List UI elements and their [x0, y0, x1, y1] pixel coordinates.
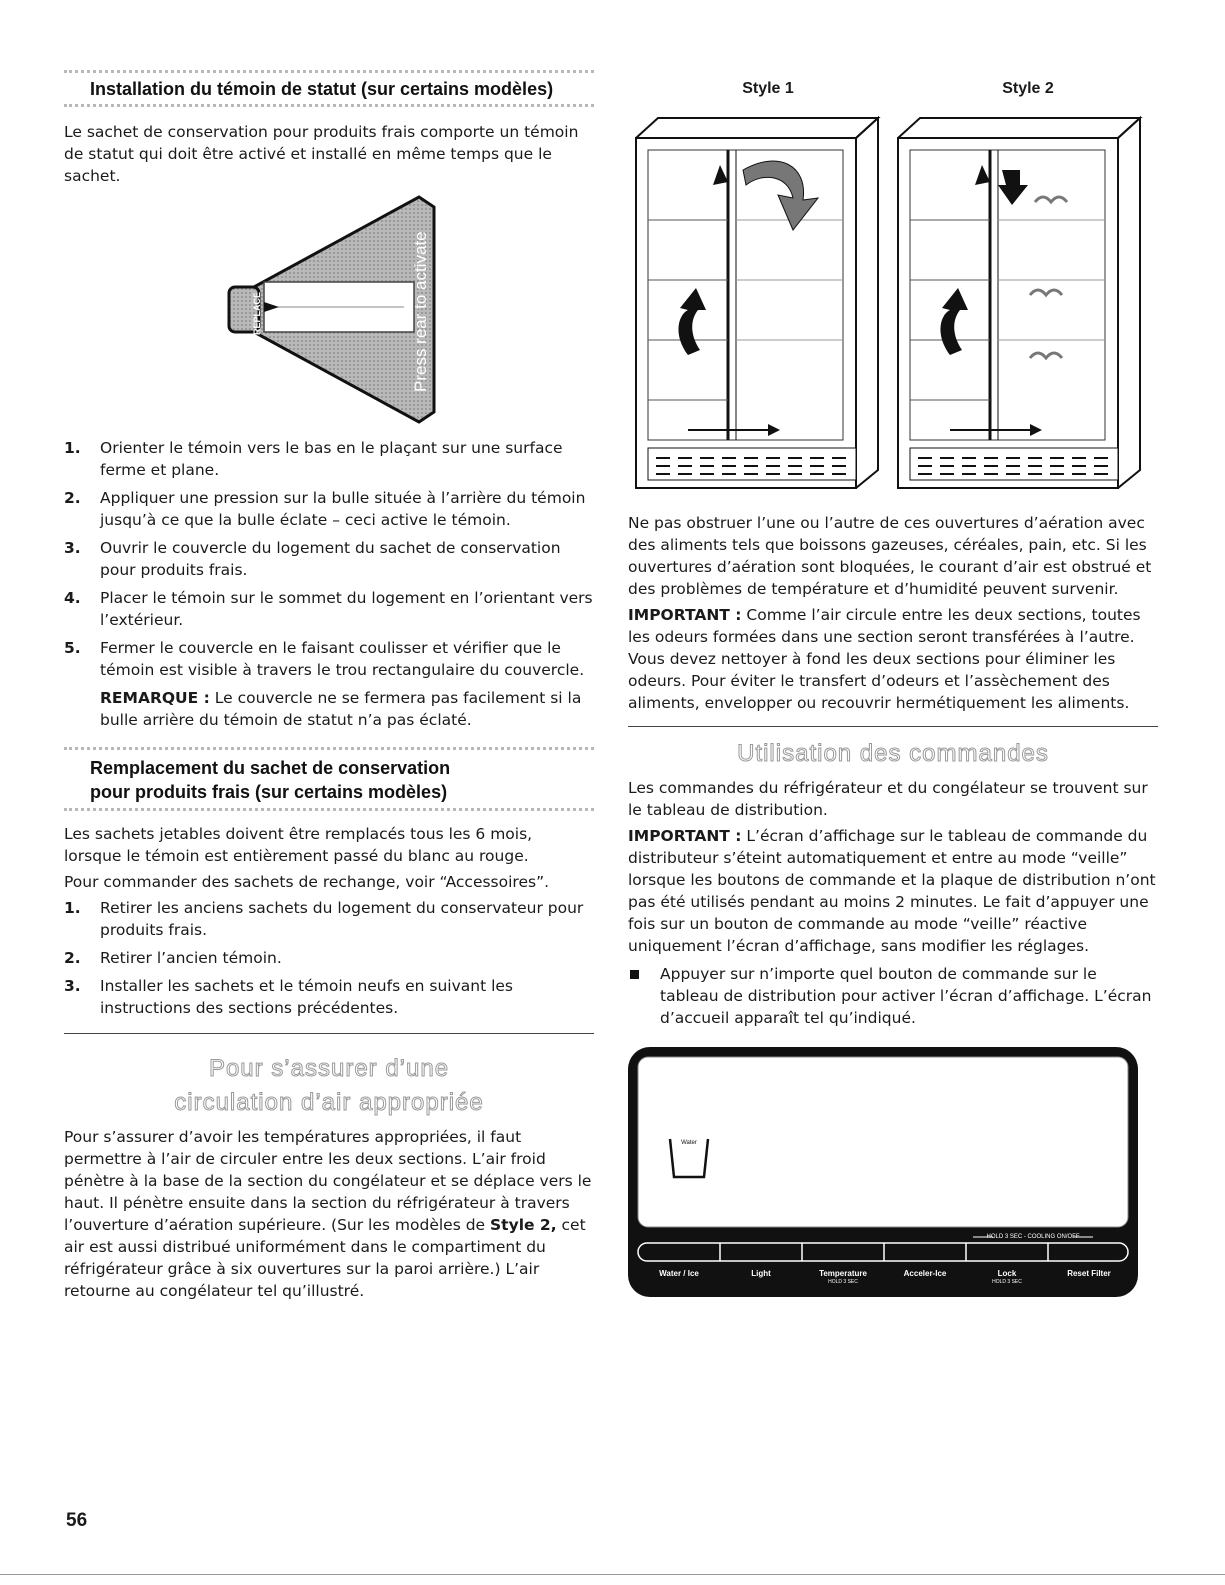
style-2-label: Style 2: [1002, 80, 1054, 97]
reset-filter-button[interactable]: Reset Filter: [1067, 1269, 1111, 1278]
page-number: 56: [66, 1510, 88, 1531]
water-ice-button[interactable]: Water / Ice: [659, 1269, 699, 1278]
activation-steps-list: [64, 437, 594, 681]
important-odors-paragraph: IMPORTANT : Comme l’air circule entre les deux sections, toutes les odeurs formées dans une section seront transférées à l’autre. Vous devez nettoyer à fond les deux sections pour éliminer les odeurs. Pour éviter le transfert d’odeurs et l’assèchement des aliments, envelopper ou recouvrir hermétiquement les aliments.: [628, 606, 1141, 712]
indicator-number-2: 2: [347, 317, 356, 334]
page-bottom-rule: [0, 1574, 1225, 1575]
note-paragraph: REMARQUE : Le couvercle ne se fermera pas facilement si la bulle arrière du témoin de statut n’a pas éclaté.: [100, 689, 582, 729]
list-item: 1. Orienter le témoin vers le bas en le plaçant sur une surface ferme et plane.: [64, 439, 563, 479]
fridge-style-1: [636, 118, 878, 488]
status-indicator-intro: Le sachet de conservation pour produits frais comporte un témoin de statut qui doit être activé et installé en même temps que le sachet.: [64, 123, 579, 185]
acceler-ice-button[interactable]: Acceler-Ice: [903, 1269, 947, 1278]
section-heading-airflow: Pour s’assurer d’une circulation d’air appropriée: [174, 1055, 484, 1116]
temperature-hold-label: HOLD 3 SEC: [828, 1279, 858, 1285]
section-heading-controls: Utilisation des commandes: [737, 740, 1049, 767]
light-button[interactable]: Light: [751, 1269, 771, 1278]
replacement-paragraph-2: Pour commander des sachets de rechange, voir “Accessoires”.: [64, 873, 550, 891]
water-label: Water: [681, 1140, 697, 1146]
replacement-paragraph-1: Les sachets jetables doivent être remplacés tous les 6 mois, lorsque le témoin est entièrement passé du blanc au rouge.: [64, 825, 533, 865]
list-item: 1. Retirer les anciens sachets du logement du conservateur pour produits frais.: [64, 899, 584, 939]
lock-hold-label: HOLD 3 SEC: [992, 1279, 1022, 1285]
airflow-diagrams: [628, 110, 1158, 500]
hold-cooling-label: HOLD 3 SEC - COOLING ON/OFF: [986, 1234, 1080, 1240]
divider: [64, 1033, 594, 1034]
dispenser-control-panel: [628, 1047, 1138, 1297]
style-labels: [628, 80, 1158, 98]
section-heading-replacement: Remplacement du sachet de conservation pour produits frais (sur certains modèles): [64, 747, 594, 811]
style-1-label: Style 1: [742, 80, 794, 97]
controls-intro: Les commandes du réfrigérateur et du congélateur se trouvent sur le tableau de distribution.: [628, 779, 1148, 819]
divider: [628, 726, 1158, 727]
indicator-press-label: Press rear to activate: [411, 231, 430, 392]
activate-display-bullet: Appuyer sur n’importe quel bouton de commande sur le tableau de distribution pour activer l’écran d’affichage. L’écran d’accueil apparaît tel qu’indiqué.: [628, 963, 1158, 1029]
indicator-number-4: 4: [312, 317, 321, 334]
list-item: 4. Placer le témoin sur le sommet du logement en l’orientant vers l’extérieur.: [64, 589, 593, 629]
important-standby-paragraph: IMPORTANT : L’écran d’affichage sur le tableau de commande du distributeur s’éteint automatiquement et entre au mode “veille” lorsque les boutons de commande et la plaque de distribution n’ont pas été utilisés pendant au moins 2 minutes. Le fait d’appuyer une fois sur un bouton de commande au mode “veille” réactive uniquement l’écran d’affichage, sans modifier les réglages.: [628, 827, 1156, 955]
list-item: 3. Installer les sachets et le témoin neufs en suivant les instructions des sections précédentes.: [64, 977, 513, 1017]
replacement-steps-list: [64, 897, 594, 1019]
left-column: [64, 70, 594, 1302]
status-indicator-illustration: [64, 187, 594, 437]
vent-warning-paragraph: Ne pas obstruer l’une ou l’autre de ces ouvertures d’aération avec des aliments tels que boissons gazeuses, céréales, pain, etc. Si les ouvertures d’aération sont bloquées, le courant d’air est obstrué et des problèmes de température et d’humidité peuvent survenir.: [628, 514, 1152, 598]
airflow-paragraph: Pour s’assurer d’avoir les températures appropriées, il faut permettre à l’air de circuler entre les deux sections. L’air froid pénètre à la base de la section du congélateur et se déplace vers le haut. Il pénètre ensuite dans la section du réfrigérateur à travers l’ouverture d’aération supérieure. (Sur les modèles de Style 2, cet air est aussi distribué uniformément dans le compartiment du réfrigérateur grâce à six ouvertures sur la paroi arrière.) L’air retourne au congélateur tel qu’illustré.: [64, 1128, 592, 1300]
indicator-number-6: 6: [276, 317, 285, 334]
indicator-replace-label: REPLACE: [252, 291, 262, 335]
indicator-months-label: MONTHS: [359, 321, 398, 331]
list-item: 2. Retirer l’ancien témoin.: [64, 949, 282, 967]
right-column: [628, 80, 1158, 1297]
section-heading-status-indicator: Installation du témoin de statut (sur certains modèles): [64, 70, 594, 107]
temperature-button[interactable]: Temperature: [819, 1269, 867, 1278]
list-item: 2. Appliquer une pression sur la bulle située à l’arrière du témoin jusqu’à ce que la bulle éclate – ceci active le témoin.: [64, 489, 586, 529]
fridge-style-2: [898, 118, 1140, 488]
list-item: 3. Ouvrir le couvercle du logement du sachet de conservation pour produits frais.: [64, 539, 561, 579]
lock-button[interactable]: Lock: [997, 1269, 1017, 1278]
list-item: 5. Fermer le couvercle en le faisant coulisser et vérifier que le témoin est visible à travers le trou rectangulaire du couvercle.: [64, 639, 585, 679]
